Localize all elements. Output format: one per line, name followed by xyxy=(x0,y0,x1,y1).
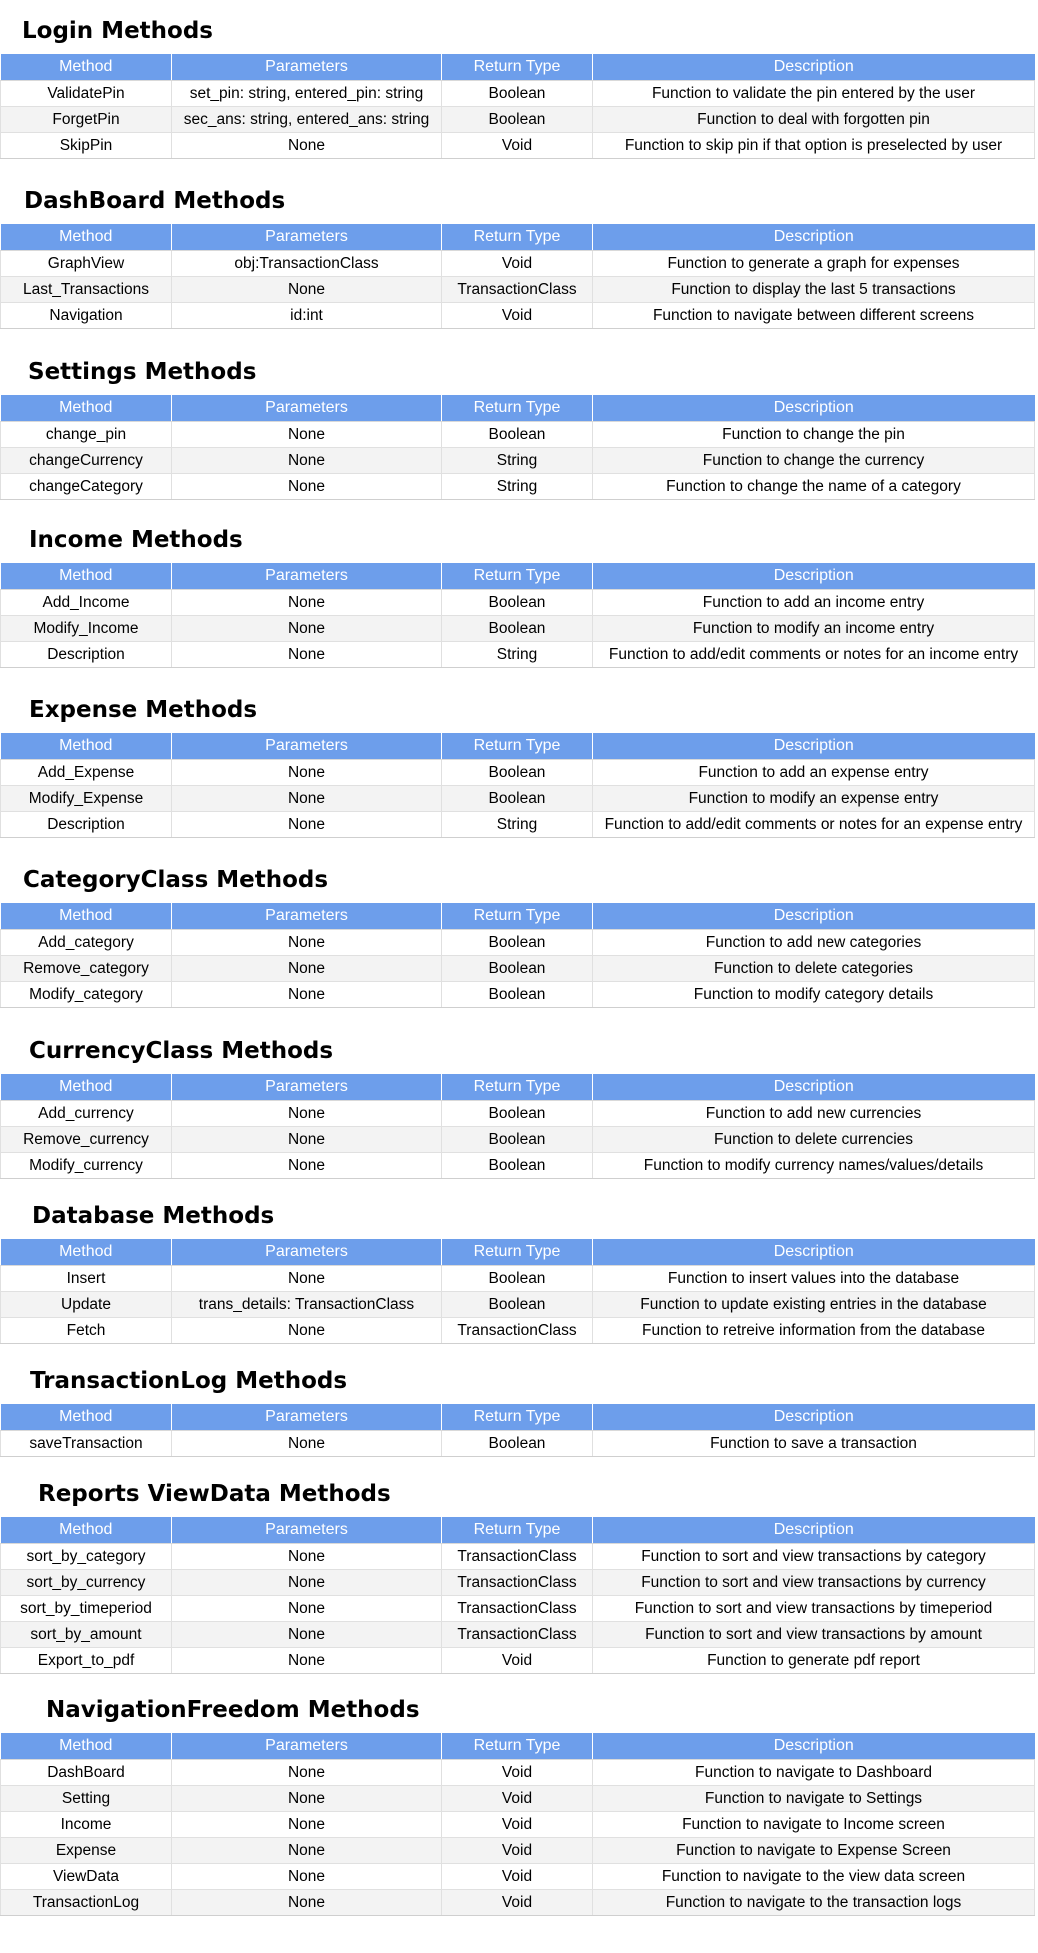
section-title: CategoryClass Methods xyxy=(23,867,329,893)
return-type-cell: Boolean xyxy=(442,1292,593,1318)
column-header-parameters: Parameters xyxy=(172,1239,442,1266)
parameters-cell: None xyxy=(172,590,442,616)
parameters-cell: None xyxy=(172,1570,442,1596)
parameters-cell: set_pin: string, entered_pin: string xyxy=(172,81,442,107)
table-row xyxy=(1,642,1035,668)
description-cell: Function to sort and view transactions by currency xyxy=(593,1570,1035,1596)
return-type-cell: Boolean xyxy=(442,1101,593,1127)
column-header-method: Method xyxy=(1,1239,172,1266)
table-row xyxy=(1,1812,1035,1838)
methods-table xyxy=(0,563,1035,668)
column-header-description: Description xyxy=(593,1517,1035,1544)
table-header-row xyxy=(1,1074,1035,1101)
parameters-cell: None xyxy=(172,1101,442,1127)
methods-table xyxy=(0,733,1035,838)
return-type-cell: Boolean xyxy=(442,1127,593,1153)
column-header-description: Description xyxy=(593,733,1035,760)
column-header-method: Method xyxy=(1,1517,172,1544)
description-cell: Function to sort and view transactions by amount xyxy=(593,1622,1035,1648)
table-row xyxy=(1,812,1035,838)
column-header-method: Method xyxy=(1,903,172,930)
return-type-cell: Boolean xyxy=(442,107,593,133)
column-header-return-type: Return Type xyxy=(442,395,593,422)
table-row xyxy=(1,1318,1035,1344)
table-header-row xyxy=(1,1733,1035,1760)
description-cell: Function to add an expense entry xyxy=(593,760,1035,786)
description-cell: Function to deal with forgotten pin xyxy=(593,107,1035,133)
method-cell: GraphView xyxy=(1,251,172,277)
column-header-parameters: Parameters xyxy=(172,1517,442,1544)
column-header-description: Description xyxy=(593,1074,1035,1101)
column-header-description: Description xyxy=(593,903,1035,930)
description-cell: Function to modify category details xyxy=(593,982,1035,1008)
method-cell: Modify_category xyxy=(1,982,172,1008)
return-type-cell: Boolean xyxy=(442,1266,593,1292)
table-row xyxy=(1,930,1035,956)
method-cell: Insert xyxy=(1,1266,172,1292)
parameters-cell: None xyxy=(172,616,442,642)
table-row xyxy=(1,1127,1035,1153)
table-row xyxy=(1,1292,1035,1318)
return-type-cell: Boolean xyxy=(442,760,593,786)
parameters-cell: None xyxy=(172,1622,442,1648)
method-cell: Description xyxy=(1,812,172,838)
parameters-cell: None xyxy=(172,1890,442,1916)
method-cell: Add_currency xyxy=(1,1101,172,1127)
methods-table xyxy=(0,1404,1035,1457)
methods-table xyxy=(0,395,1035,500)
method-cell: Navigation xyxy=(1,303,172,329)
section-title: Reports ViewData Methods xyxy=(38,1481,391,1507)
parameters-cell: None xyxy=(172,1127,442,1153)
table-row xyxy=(1,303,1035,329)
return-type-cell: Boolean xyxy=(442,590,593,616)
method-cell: Modify_Income xyxy=(1,616,172,642)
description-cell: Function to change the name of a category xyxy=(593,474,1035,500)
parameters-cell: None xyxy=(172,1153,442,1179)
description-cell: Function to insert values into the database xyxy=(593,1266,1035,1292)
return-type-cell: Boolean xyxy=(442,930,593,956)
description-cell: Function to retreive information from the database xyxy=(593,1318,1035,1344)
method-cell: Income xyxy=(1,1812,172,1838)
description-cell: Function to change the pin xyxy=(593,422,1035,448)
column-header-return-type: Return Type xyxy=(442,224,593,251)
return-type-cell: Boolean xyxy=(442,1153,593,1179)
table-row xyxy=(1,1266,1035,1292)
parameters-cell: None xyxy=(172,474,442,500)
description-cell: Function to delete categories xyxy=(593,956,1035,982)
section-title: Login Methods xyxy=(22,18,213,44)
return-type-cell: Boolean xyxy=(442,786,593,812)
table-row xyxy=(1,1596,1035,1622)
parameters-cell: None xyxy=(172,1266,442,1292)
table-row xyxy=(1,1648,1035,1674)
column-header-parameters: Parameters xyxy=(172,395,442,422)
table-header-row xyxy=(1,1517,1035,1544)
section-title: CurrencyClass Methods xyxy=(29,1038,334,1064)
description-cell: Function to navigate to Settings xyxy=(593,1786,1035,1812)
method-cell: Add_Expense xyxy=(1,760,172,786)
column-header-description: Description xyxy=(593,54,1035,81)
description-cell: Function to add new categories xyxy=(593,930,1035,956)
return-type-cell: Void xyxy=(442,1890,593,1916)
method-cell: Update xyxy=(1,1292,172,1318)
table-row xyxy=(1,786,1035,812)
column-header-parameters: Parameters xyxy=(172,1733,442,1760)
table-row xyxy=(1,1760,1035,1786)
method-cell: Remove_currency xyxy=(1,1127,172,1153)
parameters-cell: None xyxy=(172,1596,442,1622)
description-cell: Function to sort and view transactions by category xyxy=(593,1544,1035,1570)
description-cell: Function to add an income entry xyxy=(593,590,1035,616)
method-cell: TransactionLog xyxy=(1,1890,172,1916)
method-cell: changeCategory xyxy=(1,474,172,500)
return-type-cell: Void xyxy=(442,1864,593,1890)
parameters-cell: None xyxy=(172,642,442,668)
parameters-cell: None xyxy=(172,812,442,838)
return-type-cell: Void xyxy=(442,1812,593,1838)
column-header-method: Method xyxy=(1,224,172,251)
table-row xyxy=(1,81,1035,107)
column-header-method: Method xyxy=(1,1733,172,1760)
table-row xyxy=(1,474,1035,500)
table-header-row xyxy=(1,903,1035,930)
column-header-return-type: Return Type xyxy=(442,1074,593,1101)
return-type-cell: Boolean xyxy=(442,956,593,982)
methods-table xyxy=(0,903,1035,1008)
methods-table xyxy=(0,54,1035,159)
table-header-row xyxy=(1,395,1035,422)
return-type-cell: Void xyxy=(442,251,593,277)
column-header-description: Description xyxy=(593,224,1035,251)
parameters-cell: None xyxy=(172,1786,442,1812)
method-cell: ValidatePin xyxy=(1,81,172,107)
table-header-row xyxy=(1,54,1035,81)
method-cell: SkipPin xyxy=(1,133,172,159)
column-header-return-type: Return Type xyxy=(442,54,593,81)
section-title: DashBoard Methods xyxy=(24,188,286,214)
table-row xyxy=(1,1838,1035,1864)
description-cell: Function to delete currencies xyxy=(593,1127,1035,1153)
parameters-cell: None xyxy=(172,1431,442,1457)
column-header-parameters: Parameters xyxy=(172,903,442,930)
column-header-method: Method xyxy=(1,733,172,760)
method-cell: sort_by_category xyxy=(1,1544,172,1570)
table-row xyxy=(1,251,1035,277)
description-cell: Function to save a transaction xyxy=(593,1431,1035,1457)
table-row xyxy=(1,1544,1035,1570)
parameters-cell: None xyxy=(172,760,442,786)
description-cell: Function to add/edit comments or notes for an income entry xyxy=(593,642,1035,668)
description-cell: Function to add/edit comments or notes for an expense entry xyxy=(593,812,1035,838)
method-cell: Expense xyxy=(1,1838,172,1864)
method-cell: ForgetPin xyxy=(1,107,172,133)
table-row xyxy=(1,448,1035,474)
description-cell: Function to modify an income entry xyxy=(593,616,1035,642)
parameters-cell: None xyxy=(172,1648,442,1674)
method-cell: sort_by_timeperiod xyxy=(1,1596,172,1622)
method-cell: ViewData xyxy=(1,1864,172,1890)
column-header-method: Method xyxy=(1,1404,172,1431)
parameters-cell: sec_ans: string, entered_ans: string xyxy=(172,107,442,133)
table-row xyxy=(1,1890,1035,1916)
table-row xyxy=(1,277,1035,303)
return-type-cell: TransactionClass xyxy=(442,1596,593,1622)
column-header-return-type: Return Type xyxy=(442,1404,593,1431)
table-row xyxy=(1,1622,1035,1648)
table-row xyxy=(1,760,1035,786)
return-type-cell: String xyxy=(442,812,593,838)
table-row xyxy=(1,956,1035,982)
return-type-cell: Boolean xyxy=(442,1431,593,1457)
methods-table xyxy=(0,224,1035,329)
methods-table xyxy=(0,1074,1035,1179)
section-title: Database Methods xyxy=(32,1203,275,1229)
column-header-return-type: Return Type xyxy=(442,1239,593,1266)
column-header-parameters: Parameters xyxy=(172,563,442,590)
parameters-cell: None xyxy=(172,1864,442,1890)
table-header-row xyxy=(1,224,1035,251)
table-row xyxy=(1,616,1035,642)
table-header-row xyxy=(1,733,1035,760)
table-row xyxy=(1,107,1035,133)
table-row xyxy=(1,1153,1035,1179)
method-cell: Export_to_pdf xyxy=(1,1648,172,1674)
description-cell: Function to navigate to Dashboard xyxy=(593,1760,1035,1786)
method-cell: Add_category xyxy=(1,930,172,956)
return-type-cell: Boolean xyxy=(442,616,593,642)
method-cell: Remove_category xyxy=(1,956,172,982)
return-type-cell: String xyxy=(442,448,593,474)
parameters-cell: None xyxy=(172,786,442,812)
method-cell: Setting xyxy=(1,1786,172,1812)
column-header-description: Description xyxy=(593,1239,1035,1266)
description-cell: Function to skip pin if that option is preselected by user xyxy=(593,133,1035,159)
description-cell: Function to change the currency xyxy=(593,448,1035,474)
table-row xyxy=(1,1101,1035,1127)
return-type-cell: TransactionClass xyxy=(442,1570,593,1596)
table-header-row xyxy=(1,1404,1035,1431)
return-type-cell: Boolean xyxy=(442,422,593,448)
methods-table xyxy=(0,1517,1035,1674)
return-type-cell: Void xyxy=(442,1760,593,1786)
method-cell: saveTransaction xyxy=(1,1431,172,1457)
table-row xyxy=(1,982,1035,1008)
method-cell: Add_Income xyxy=(1,590,172,616)
parameters-cell: id:int xyxy=(172,303,442,329)
return-type-cell: TransactionClass xyxy=(442,1544,593,1570)
parameters-cell: None xyxy=(172,422,442,448)
column-header-return-type: Return Type xyxy=(442,1517,593,1544)
method-cell: DashBoard xyxy=(1,1760,172,1786)
return-type-cell: String xyxy=(442,642,593,668)
section-title: Expense Methods xyxy=(29,697,258,723)
method-cell: changeCurrency xyxy=(1,448,172,474)
method-cell: Description xyxy=(1,642,172,668)
description-cell: Function to display the last 5 transactions xyxy=(593,277,1035,303)
column-header-return-type: Return Type xyxy=(442,1733,593,1760)
description-cell: Function to generate pdf report xyxy=(593,1648,1035,1674)
return-type-cell: TransactionClass xyxy=(442,277,593,303)
parameters-cell: None xyxy=(172,1760,442,1786)
section-title: NavigationFreedom Methods xyxy=(46,1697,420,1723)
return-type-cell: TransactionClass xyxy=(442,1622,593,1648)
table-row xyxy=(1,590,1035,616)
column-header-description: Description xyxy=(593,1404,1035,1431)
parameters-cell: obj:TransactionClass xyxy=(172,251,442,277)
parameters-cell: None xyxy=(172,133,442,159)
description-cell: Function to navigate to the transaction logs xyxy=(593,1890,1035,1916)
column-header-description: Description xyxy=(593,563,1035,590)
table-row xyxy=(1,422,1035,448)
column-header-parameters: Parameters xyxy=(172,1074,442,1101)
table-row xyxy=(1,1786,1035,1812)
return-type-cell: Void xyxy=(442,303,593,329)
column-header-return-type: Return Type xyxy=(442,903,593,930)
description-cell: Function to navigate to Expense Screen xyxy=(593,1838,1035,1864)
table-row xyxy=(1,1570,1035,1596)
method-cell: change_pin xyxy=(1,422,172,448)
methods-table xyxy=(0,1733,1035,1916)
description-cell: Function to navigate to Income screen xyxy=(593,1812,1035,1838)
column-header-description: Description xyxy=(593,1733,1035,1760)
parameters-cell: None xyxy=(172,448,442,474)
parameters-cell: None xyxy=(172,1838,442,1864)
description-cell: Function to modify an expense entry xyxy=(593,786,1035,812)
description-cell: Function to navigate to the view data screen xyxy=(593,1864,1035,1890)
return-type-cell: Void xyxy=(442,1786,593,1812)
method-cell: Fetch xyxy=(1,1318,172,1344)
column-header-method: Method xyxy=(1,54,172,81)
parameters-cell: None xyxy=(172,1812,442,1838)
methods-table xyxy=(0,1239,1035,1344)
return-type-cell: Boolean xyxy=(442,982,593,1008)
table-row xyxy=(1,1864,1035,1890)
column-header-method: Method xyxy=(1,563,172,590)
column-header-method: Method xyxy=(1,1074,172,1101)
column-header-parameters: Parameters xyxy=(172,54,442,81)
method-cell: sort_by_amount xyxy=(1,1622,172,1648)
section-title: TransactionLog Methods xyxy=(30,1368,348,1394)
table-row xyxy=(1,1431,1035,1457)
parameters-cell: trans_details: TransactionClass xyxy=(172,1292,442,1318)
return-type-cell: Boolean xyxy=(442,81,593,107)
table-header-row xyxy=(1,1239,1035,1266)
description-cell: Function to navigate between different screens xyxy=(593,303,1035,329)
description-cell: Function to generate a graph for expenses xyxy=(593,251,1035,277)
table-header-row xyxy=(1,563,1035,590)
parameters-cell: None xyxy=(172,930,442,956)
description-cell: Function to update existing entries in the database xyxy=(593,1292,1035,1318)
description-cell: Function to sort and view transactions by timeperiod xyxy=(593,1596,1035,1622)
return-type-cell: Void xyxy=(442,133,593,159)
table-row xyxy=(1,133,1035,159)
column-header-return-type: Return Type xyxy=(442,563,593,590)
return-type-cell: Void xyxy=(442,1648,593,1674)
column-header-description: Description xyxy=(593,395,1035,422)
column-header-method: Method xyxy=(1,395,172,422)
method-cell: Modify_Expense xyxy=(1,786,172,812)
parameters-cell: None xyxy=(172,982,442,1008)
column-header-parameters: Parameters xyxy=(172,1404,442,1431)
return-type-cell: Void xyxy=(442,1838,593,1864)
method-cell: sort_by_currency xyxy=(1,1570,172,1596)
column-header-parameters: Parameters xyxy=(172,733,442,760)
return-type-cell: String xyxy=(442,474,593,500)
column-header-return-type: Return Type xyxy=(442,733,593,760)
parameters-cell: None xyxy=(172,1318,442,1344)
section-title: Settings Methods xyxy=(28,359,257,385)
section-title: Income Methods xyxy=(29,527,243,553)
method-cell: Last_Transactions xyxy=(1,277,172,303)
description-cell: Function to validate the pin entered by the user xyxy=(593,81,1035,107)
return-type-cell: TransactionClass xyxy=(442,1318,593,1344)
description-cell: Function to modify currency names/values/details xyxy=(593,1153,1035,1179)
parameters-cell: None xyxy=(172,277,442,303)
parameters-cell: None xyxy=(172,1544,442,1570)
column-header-parameters: Parameters xyxy=(172,224,442,251)
method-cell: Modify_currency xyxy=(1,1153,172,1179)
description-cell: Function to add new currencies xyxy=(593,1101,1035,1127)
parameters-cell: None xyxy=(172,956,442,982)
